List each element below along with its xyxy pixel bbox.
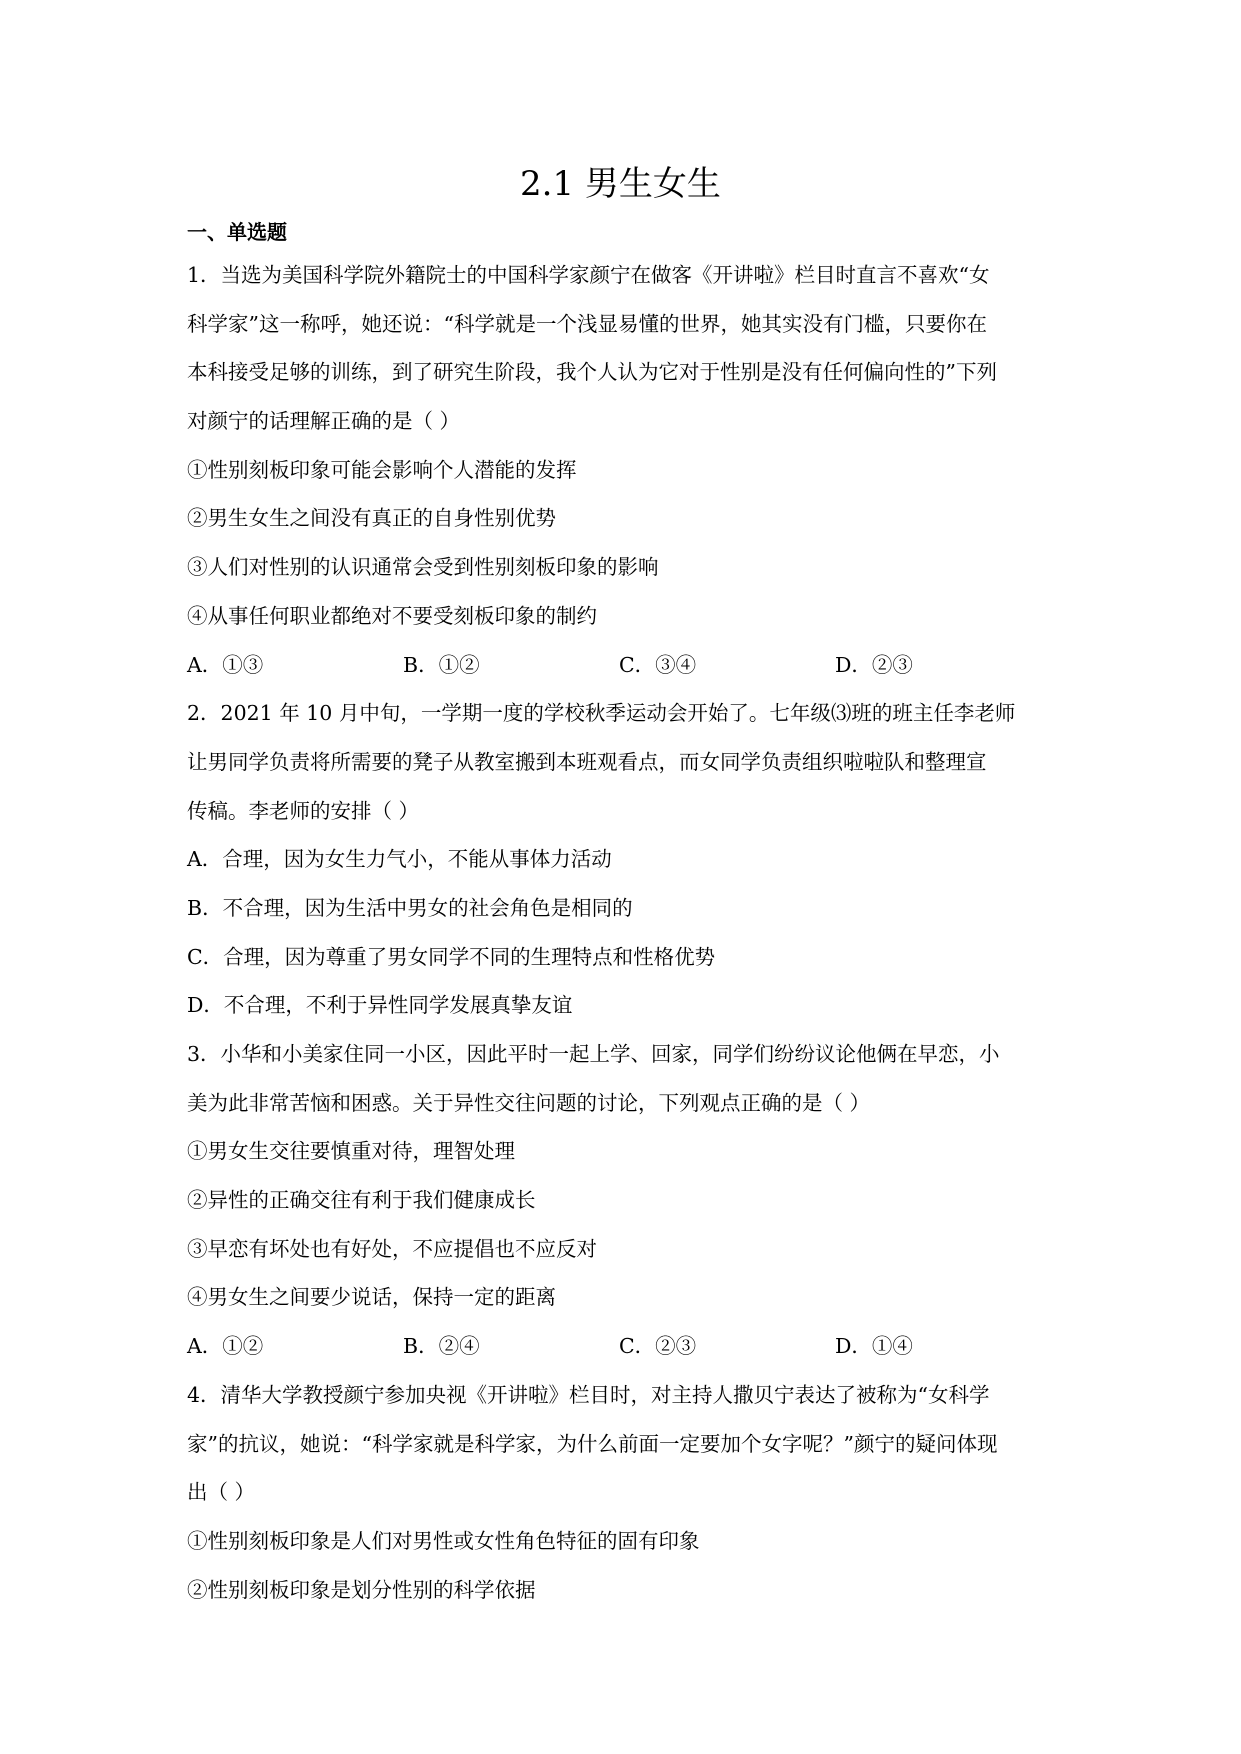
statement-item: ②性别刻板印象是划分性别的科学依据 <box>187 1577 536 1602</box>
question-stem-line: 对颜宁的话理解正确的是（ ） <box>187 409 461 434</box>
question-stem-line: 美为此非常苦恼和困惑。关于异性交往问题的讨论，下列观点正确的是（ ） <box>187 1090 871 1115</box>
question-stem-line: 让男同学负责将所需要的凳子从教室搬到本班观看点，而女同学负责组织啦啦队和整理宣 <box>187 749 987 774</box>
option-d: D．①④ <box>835 1334 913 1359</box>
option-a: A．①③ <box>187 652 264 677</box>
question-2 <box>187 689 1057 1030</box>
question-stem-line: 1．当选为美国科学院外籍院士的中国科学家颜宁在做客《开讲啦》栏目时直言不喜欢“女 <box>187 263 990 287</box>
statement-item: ②异性的正确交往有利于我们健康成长 <box>187 1188 536 1213</box>
question-stem-line: 本科接受足够的训练，到了研究生阶段，我个人认为它对于性别是没有任何偏向性的”下列 <box>187 360 997 385</box>
choice-d: D．不合理，不利于异性同学发展真挚友谊 <box>187 993 573 1018</box>
statement-item: ④男女生之间要少说话，保持一定的距离 <box>187 1285 556 1310</box>
answer-options <box>187 641 1057 690</box>
statement-item: ③人们对性别的认识通常会受到性别刻板印象的影响 <box>187 555 659 580</box>
page-title: 2.1 男生女生 <box>520 164 721 204</box>
statement-item: ④从事任何职业都绝对不要受刻板印象的制约 <box>187 603 597 628</box>
statement-item: ②男生女生之间没有真正的自身性别优势 <box>187 506 556 531</box>
question-list <box>187 251 1057 1614</box>
option-a: A．①② <box>187 1334 264 1359</box>
question-4 <box>187 1371 1057 1614</box>
option-c: C．③④ <box>619 652 697 677</box>
statement-item: ①性别刻板印象是人们对男性或女性角色特征的固有印象 <box>187 1528 700 1553</box>
question-stem-line: 出（ ） <box>187 1480 256 1505</box>
section-heading: 一、单选题 <box>187 220 287 244</box>
question-stem-line: 3．小华和小美家住同一小区，因此平时一起上学、回家，同学们纷纷议论他俩在早恋，小 <box>187 1042 1000 1066</box>
statement-item: ①男女生交往要慎重对待，理智处理 <box>187 1139 515 1164</box>
choice-c: C．合理，因为尊重了男女同学不同的生理特点和性格优势 <box>187 944 716 969</box>
answer-options <box>187 1322 1057 1371</box>
question-stem-line: 4．清华大学教授颜宁参加央视《开讲啦》栏目时，对主持人撒贝宁表达了被称为“女科学 <box>187 1382 990 1407</box>
question-3 <box>187 1030 1057 1371</box>
question-stem-line: 家”的抗议，她说：“科学家就是科学家，为什么前面一定要加个女字呢？”颜宁的疑问体现 <box>187 1431 998 1456</box>
option-b: B．①② <box>403 652 480 677</box>
question-stem-line: 传稿。李老师的安排（ ） <box>187 798 420 823</box>
statement-item: ①性别刻板印象可能会影响个人潜能的发挥 <box>187 457 577 482</box>
option-d: D．②③ <box>835 652 913 677</box>
option-c: C．②③ <box>619 1334 697 1359</box>
question-stem-line: 2．2021 年 10 月中旬，一学期一度的学校秋季运动会开始了。七年级⑶班的班主任李老师 <box>187 701 1016 726</box>
choice-a: A．合理，因为女生力气小，不能从事体力活动 <box>187 847 612 872</box>
question-stem-line: 科学家”这一称呼，她还说：“科学就是一个浅显易懂的世界，她其实没有门槛，只要你在 <box>187 311 987 336</box>
choice-b: B．不合理，因为生活中男女的社会角色是相同的 <box>187 895 633 920</box>
question-1 <box>187 251 1057 689</box>
option-b: B．②④ <box>403 1334 480 1359</box>
statement-item: ③早恋有坏处也有好处，不应提倡也不应反对 <box>187 1236 597 1261</box>
